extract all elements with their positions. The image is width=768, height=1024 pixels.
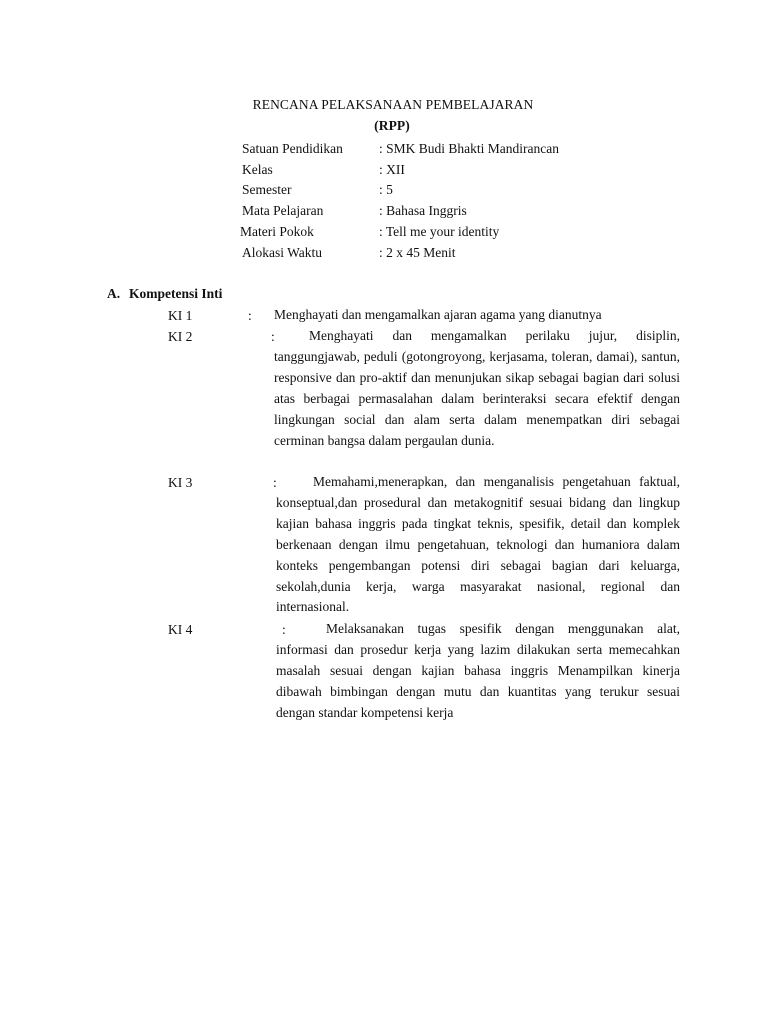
meta-label: Materi Pokok — [240, 224, 314, 239]
meta-label: Mata Pelajaran — [242, 203, 324, 218]
meta-label: Alokasi Waktu — [242, 245, 323, 260]
ki-text: Memahami,menerapkan, dan menganalisis pengetahuan faktual, konseptual,dan prosedural dan metakognitif sesuai bidang dan lingkup kajian bahasa inggris pada tingkat teknis, spesifik, detail dan komplek berkenaan dengan ilmu pengetahuan, teknologi dan humaniora dalam konteks pengembangan potensi diri sebagai bagian dari keluarga, sekolah,dunia kerja, warga masyarakat nasional, regional dan internasional. — [276, 474, 680, 615]
ki-colon: : — [248, 308, 252, 323]
meta-value: : Bahasa Inggris — [379, 203, 467, 218]
meta-value: : 5 — [379, 182, 393, 197]
document-subtitle: (RPP) — [374, 118, 410, 133]
meta-value: : 2 x 45 Menit — [379, 245, 456, 260]
document-title: RENCANA PELAKSANAAN PEMBELAJARAN — [252, 97, 534, 112]
meta-label: Semester — [242, 182, 292, 197]
ki-text: Melaksanakan tugas spesifik dengan menggunakan alat, informasi dan prosedur kerja yang lazim dilakukan serta memecahkan masalah sesuai dengan kajian bahasa inggris Menampilkan kinerja dibawah bimbingan dengan mutu dan kuantitas yang terukur sesuai dengan standar kompetensi kerja — [276, 621, 680, 720]
ki-text: Menghayati dan mengamalkan ajaran agama yang dianutnya — [274, 307, 602, 322]
ki-label: KI 2 — [168, 329, 193, 344]
meta-label: Satuan Pendidikan — [242, 141, 343, 156]
ki-colon: : — [282, 622, 286, 637]
ki-colon: : — [273, 475, 277, 490]
meta-value: : Tell me your identity — [379, 224, 500, 239]
section-letter: A. — [107, 286, 121, 301]
meta-value: : SMK Budi Bhakti Mandirancan — [379, 141, 559, 156]
section-title: Kompetensi Inti — [129, 286, 223, 301]
ki-text: Menghayati dan mengamalkan perilaku jujur, disiplin, tanggungjawab, peduli (gotongroyong, kerjasama, toleran, damai), santun, responsive dan pro-aktif dan menunjukan sikap sebagai bagian dari solusi atas berbagai permasalahan dalam berinteraksi secara efektif dengan lingkungan social dan alam serta dalam menempatkan diri sebagai cerminan bangsa dalam pergaulan dunia. — [274, 328, 680, 448]
ki-label: KI 1 — [168, 308, 193, 323]
meta-label: Kelas — [242, 162, 273, 177]
ki-label: KI 4 — [168, 622, 193, 637]
ki-label: KI 3 — [168, 475, 193, 490]
section-heading — [107, 286, 222, 302]
ki-colon: : — [271, 329, 275, 344]
meta-value: : XII — [379, 162, 405, 177]
